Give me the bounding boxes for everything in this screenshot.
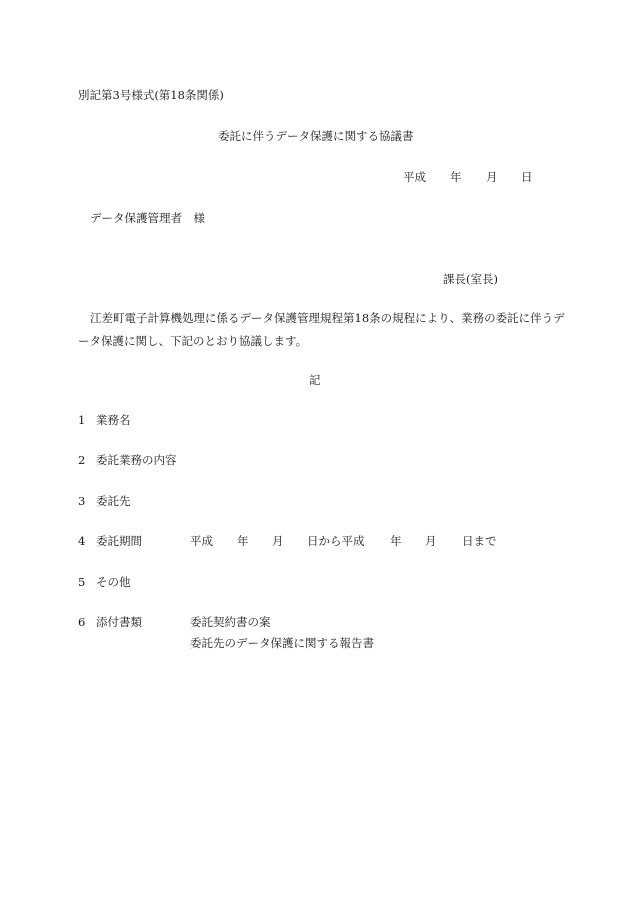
item-6 (78, 615, 142, 630)
item-number: 6 (78, 615, 86, 629)
body-paragraph: 江差町電子計算機処理に係るデータ保護管理規程第18条の規程により、業務の委託に伴うデータ保護に関し、下記のとおり協議します。 (78, 311, 565, 348)
date-era: 平成 (403, 170, 426, 184)
date-month-unit: 月 (486, 170, 498, 184)
attachment-1: 委託契約書の案 (190, 615, 271, 629)
item-label: その他 (96, 575, 131, 589)
item-3 (78, 494, 131, 509)
item-label: 添付書類 (96, 615, 142, 629)
item-label: 業務名 (96, 413, 131, 427)
item-2 (78, 453, 177, 468)
item-number: 4 (78, 534, 86, 548)
item-number: 3 (78, 494, 86, 508)
date-day-unit: 日 (521, 170, 533, 184)
form-label: 別記第3号様式(第18条関係) (78, 88, 224, 102)
document-title: 委託に伴うデータ保護に関する協議書 (218, 129, 414, 143)
ki-heading: 記 (309, 373, 321, 387)
period-month1: 月 (272, 534, 284, 548)
period-day-from: 日から平成 (307, 534, 365, 548)
addressee: データ保護管理者 様 (90, 211, 205, 225)
item-label: 委託期間 (96, 534, 142, 548)
period-year1: 年 (237, 534, 249, 548)
period-month2: 月 (425, 534, 437, 548)
item-label: 委託業務の内容 (96, 453, 177, 467)
item-number: 2 (78, 453, 86, 467)
period-year2: 年 (390, 534, 402, 548)
attachment-2: 委託先のデータ保護に関する報告書 (190, 636, 374, 650)
sender: 課長(室長) (443, 272, 498, 286)
date-year-unit: 年 (450, 170, 462, 184)
period-era-start: 平成 (190, 534, 213, 548)
item-1 (78, 413, 131, 428)
period-day-until: 日まで (462, 534, 497, 548)
item-5 (78, 575, 131, 590)
item-label: 委託先 (96, 494, 131, 508)
item-4 (78, 534, 142, 549)
item-number: 1 (78, 413, 86, 427)
item-number: 5 (78, 575, 86, 589)
